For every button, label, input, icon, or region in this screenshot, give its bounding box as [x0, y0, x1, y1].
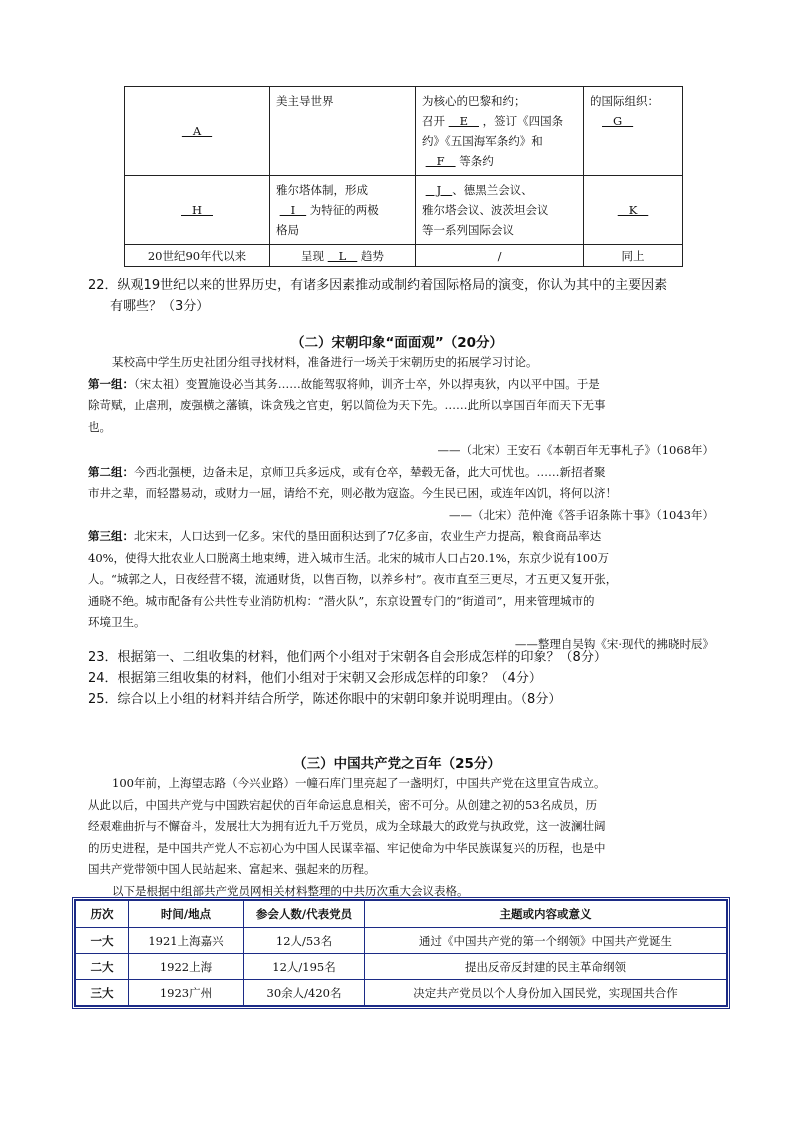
g3-line4: 通晓不绝。城市配备有公共性专业消防机构：“潜火队”，东京设置专门的“街道司”，用来管理城市的 [88, 593, 595, 608]
cell-a [125, 87, 270, 176]
text-naval: 约》《五国海军条约》和 [422, 134, 543, 148]
g3-line5: 环境卫生。 [88, 615, 146, 629]
header-attendees: 参会人数/代表党员 [244, 901, 365, 928]
cell-yalta [270, 176, 416, 245]
row1-attendees: 12人/53名 [244, 928, 365, 954]
section-2-body [88, 352, 714, 655]
s3-line4: 的历史进程，是中国共产党人不忘初心为中国人民谋幸福、牢记使命为中华民族谋复兴的历程，也是中 [88, 840, 606, 855]
blank-i: I [279, 203, 307, 217]
g2-label: 第二组： [88, 464, 134, 479]
text-1990s: 20世纪90年代以来 [147, 248, 247, 263]
header-time-place: 时间/地点 [129, 901, 244, 928]
g3-source: ——整理自吴钩《宋·现代的拂晓时辰》 [514, 636, 714, 651]
blank-e: E [448, 114, 479, 128]
text-treaties: 等条约 [459, 154, 494, 168]
blank-h: H [181, 203, 213, 217]
cell-paris-treaty [416, 87, 584, 176]
row2-time-place: 1922上海 [129, 954, 244, 980]
text-us-dominant: 美主导世界 [276, 94, 334, 108]
g1-line2: 除苛赋，止虐刑，废强横之藩镇，诛贪残之官吏，躬以简俭为天下先。……此所以享国百年而天下无事 [88, 398, 606, 412]
text-pattern: 格局 [276, 223, 299, 237]
g3-line3: 人。“城郭之人，日夜经营不辍，流通财货，以售百物，以养乡村”。夜市直至三更尽，才五更又复开张， [88, 572, 618, 586]
s3-line5: 国共产党带领中国人民站起来、富起来、强起来的历程。 [88, 862, 376, 876]
table-row [76, 928, 727, 954]
section-3-title: （三）中国共产党之百年（25分） [293, 756, 501, 772]
text-slash: / [497, 248, 502, 263]
cell-trend [270, 245, 416, 267]
cell-k [584, 176, 683, 245]
row1-theme: 通过《中国共产党的第一个纲领》中国共产党诞生 [365, 928, 727, 954]
cpc-congress-table [72, 897, 730, 1009]
section-2-title: （二）宋朝印象“面面观”（20分） [290, 335, 504, 351]
cell-us-dominant [270, 87, 416, 176]
text-intl-org: 的国际组织： [590, 94, 659, 108]
text-four-power: ，签订《四国条 [482, 114, 564, 128]
text-convene: 召开 [422, 114, 445, 128]
s3-table-intro: 以下是根据中组部共产党员网相关材料整理的中共历次重大会议表格。 [112, 883, 469, 898]
text-potsdam: 雅尔塔会议、波茨坦会议 [422, 203, 549, 217]
s3-line3: 经艰难曲折与不懈奋斗，发展壮大为拥有近九千万党员，成为全球最大的政党与执政党，这一波澜壮阔 [88, 819, 606, 833]
blank-j: J [425, 183, 453, 197]
table-row [76, 954, 727, 980]
row2-attendees: 12人/195名 [244, 954, 365, 980]
text-tehran: 、德黑兰会议、 [452, 183, 533, 197]
cell-intl-org [584, 87, 683, 176]
cell-same [584, 245, 683, 267]
cell-slash [416, 245, 584, 267]
q22-line2: 有哪些？（3分） [110, 299, 210, 314]
question-24: 24．根据第三组收集的材料，他们小组对于宋朝又会形成怎样的印象？（4分） [88, 671, 542, 686]
g3-line1: 北宋末，人口达到一亿多。宋代的垦田面积达到了7亿多亩，农业生产力提高，粮食商品率达 [134, 529, 602, 543]
text-same: 同上 [621, 248, 645, 263]
text-bipolar: 为特征的两极 [309, 203, 379, 217]
text-series: 等一系列国际会议 [422, 223, 514, 237]
header-theme: 主题或内容或意义 [365, 901, 727, 928]
international-order-table [124, 86, 683, 267]
blank-l: L [327, 248, 358, 263]
question-25: 25．综合以上小组的材料并结合所学，陈述你眼中的宋朝印象并说明理由。（8分） [88, 692, 562, 707]
g2-line1: 今西北强梗，边备未足，京师卫兵多远戍，或有仓卒，辇毂无备，此大可忧也。……新招者聚 [134, 464, 606, 479]
question-22 [88, 275, 728, 317]
row1-session: 一大 [76, 928, 129, 954]
text-trend: 趋势 [360, 248, 384, 263]
s3-line1: 100年前，上海望志路（今兴业路）一幢石库门里亮起了一盏明灯，中国共产党在这里宣告成立。 [112, 776, 606, 790]
g1-source: ——（北宋）王安石《本朝百年无事札子》（1068年） [437, 443, 714, 457]
text-yalta: 雅尔塔体制，形成 [276, 183, 368, 197]
g2-line2: 市井之辈，而轻嚣易动，或财力一屈，请给不充，则必散为寇盗。今生民已困，或连年凶饥，将何以济！ [88, 486, 617, 500]
row3-time-place: 1923广州 [129, 980, 244, 1006]
blank-f: F [425, 154, 456, 168]
s3-line2: 从此以后，中国共产党与中国跌宕起伏的百年命运息息相关，密不可分。从创建之初的53名成员，历 [88, 797, 598, 812]
blank-a: A [181, 124, 213, 138]
row2-theme: 提出反帝反封建的民主革命纲领 [365, 954, 727, 980]
blank-k: K [617, 203, 649, 217]
g1-label: 第一组： [88, 376, 134, 391]
g1-line1: （宋太祖）变置施设必当其务……故能驾驭将帅，训齐士卒，外以捍夷狄，内以平中国。于是 [134, 376, 600, 391]
g2-source: ——（北宋）范仲淹《答手诏条陈十事》（1043年） [448, 507, 714, 522]
row3-theme: 决定共产党员以个人身份加入国民党，实现国共合作 [365, 980, 727, 1006]
row1-time-place: 1921上海嘉兴 [129, 928, 244, 954]
question-23: 23．根据第一、二组收集的材料，他们两个小组对于宋朝各自会形成怎样的印象？（8分） [88, 650, 607, 665]
row3-session: 三大 [76, 980, 129, 1006]
g3-line2: 40%，使得大批农业人口脱离土地束缚，进入城市生活。北宋的城市人口占20.1%，东京少说有100万 [88, 550, 610, 565]
table-row [76, 980, 727, 1006]
row3-attendees: 30余人/420名 [244, 980, 365, 1006]
text-present: 呈现 [301, 248, 325, 263]
blank-g: G [602, 114, 634, 128]
cell-conferences [416, 176, 584, 245]
cell-h [125, 176, 270, 245]
cell-1990s [125, 245, 270, 267]
row2-session: 二大 [76, 954, 129, 980]
section-3-body [88, 773, 714, 902]
header-session: 历次 [76, 901, 129, 928]
q22-line1: 22．纵观19世纪以来的世界历史，有诸多因素推动或制约着国际格局的演变，你认为其中的主要因素 [88, 278, 668, 293]
questions-23-25 [88, 647, 728, 710]
s2-intro: 某校高中学生历史社团分组寻找材料，准备进行一场关于宋朝历史的拓展学习讨论。 [112, 355, 538, 369]
table-header-row [76, 901, 727, 928]
g1-line3: 也。 [88, 419, 111, 434]
g3-label: 第三组： [88, 529, 134, 543]
text-paris: 为核心的巴黎和约； [422, 94, 526, 108]
